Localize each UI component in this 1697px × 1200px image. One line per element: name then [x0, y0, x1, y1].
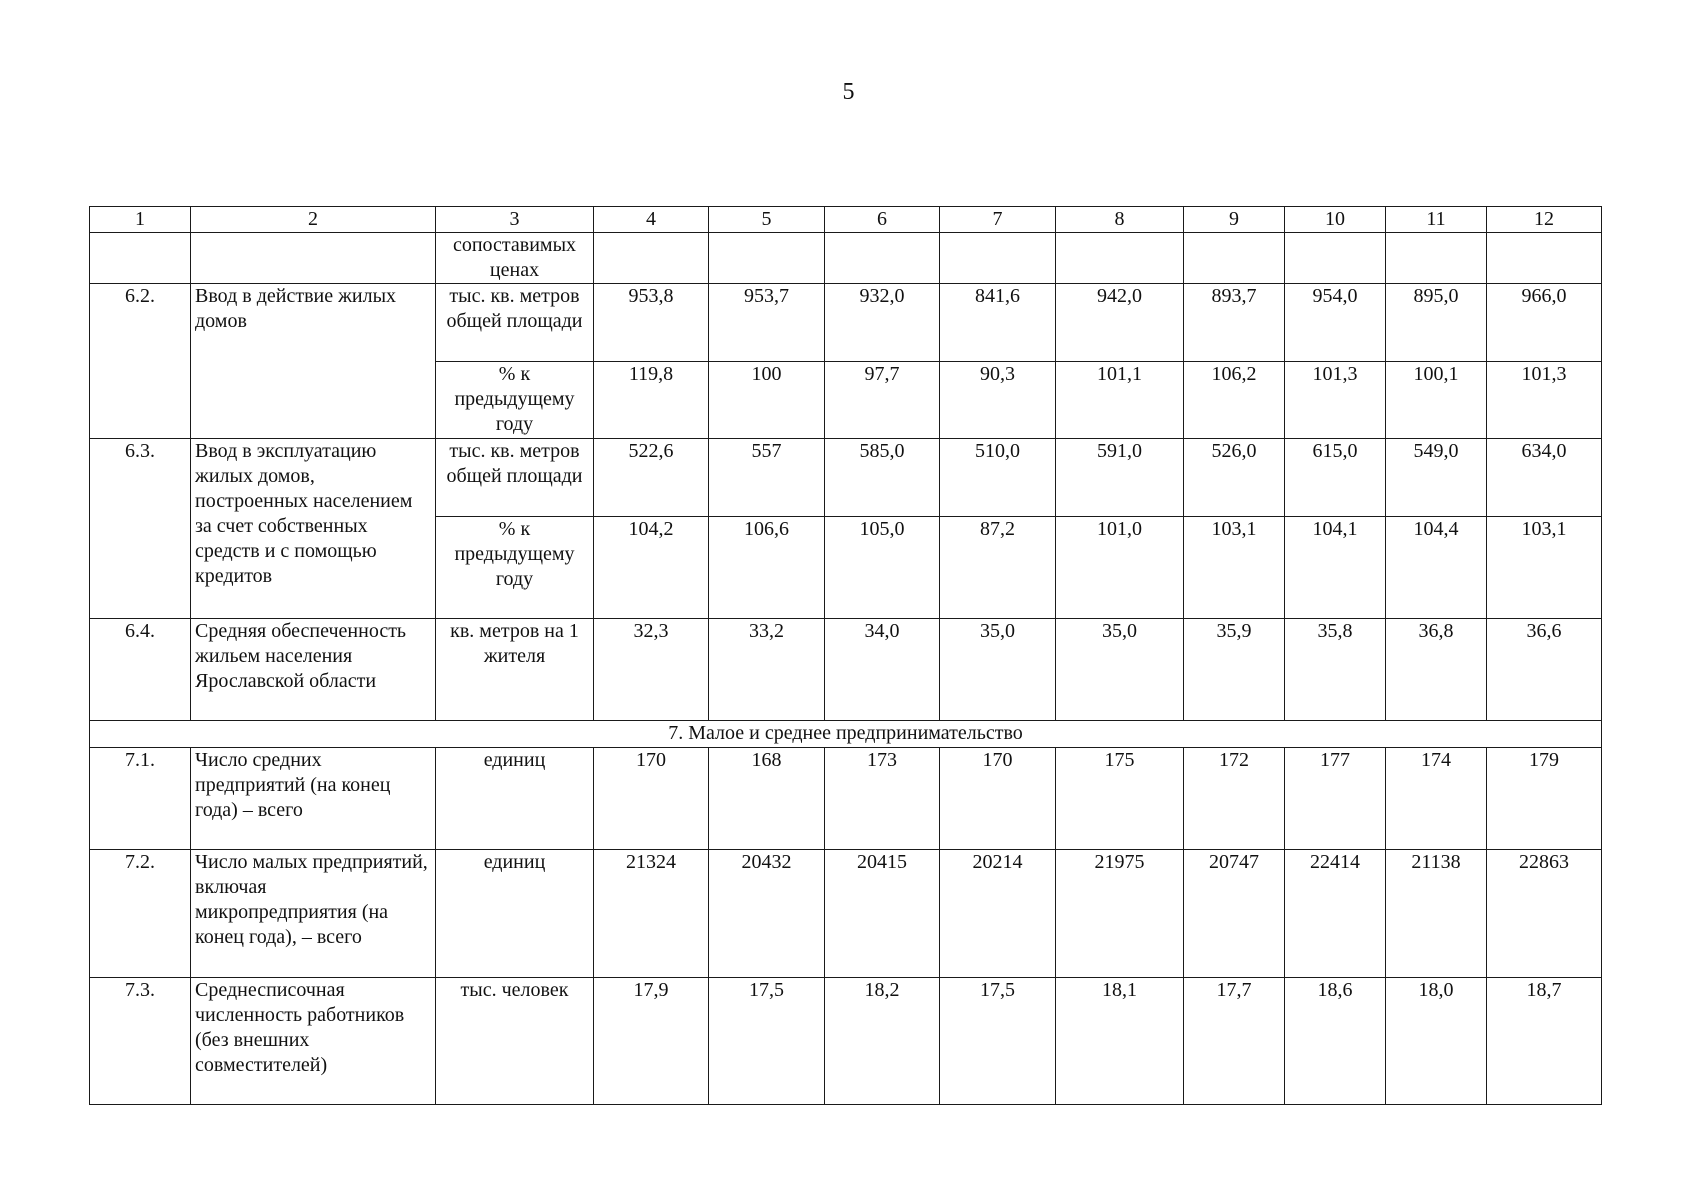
- row-unit: % к предыдущему году: [436, 517, 594, 619]
- col-header: 10: [1285, 207, 1386, 233]
- value-cell: 106,2: [1184, 362, 1285, 439]
- row-unit: сопоставимых ценах: [436, 233, 594, 284]
- value-cell: 177: [1285, 748, 1386, 850]
- value-cell: 22414: [1285, 850, 1386, 978]
- value-cell: 90,3: [940, 362, 1056, 439]
- value-cell: 168: [709, 748, 825, 850]
- col-header: 6: [825, 207, 940, 233]
- value-cell: 36,6: [1487, 619, 1602, 721]
- value-cell: 20214: [940, 850, 1056, 978]
- value-cell: 21324: [594, 850, 709, 978]
- row-number: 7.2.: [90, 850, 191, 978]
- value-cell: 953,8: [594, 284, 709, 362]
- value-cell: 101,3: [1285, 362, 1386, 439]
- value-cell: 18,6: [1285, 978, 1386, 1105]
- value-cell: 104,4: [1386, 517, 1487, 619]
- value-cell: 21975: [1056, 850, 1184, 978]
- value-cell: 966,0: [1487, 284, 1602, 362]
- value-cell: 101,3: [1487, 362, 1602, 439]
- value-cell: 954,0: [1285, 284, 1386, 362]
- value-cell: 18,7: [1487, 978, 1602, 1105]
- value-cell: 36,8: [1386, 619, 1487, 721]
- value-cell: 18,0: [1386, 978, 1487, 1105]
- table-row: [90, 439, 1602, 517]
- row-unit: единиц: [436, 850, 594, 978]
- value-cell: 105,0: [825, 517, 940, 619]
- value-cell: [1386, 233, 1487, 284]
- value-cell: [594, 233, 709, 284]
- value-cell: 170: [594, 748, 709, 850]
- value-cell: 172: [1184, 748, 1285, 850]
- col-header: 4: [594, 207, 709, 233]
- value-cell: 103,1: [1184, 517, 1285, 619]
- row-unit: тыс. кв. метров общей площади: [436, 439, 594, 517]
- value-cell: [940, 233, 1056, 284]
- column-number-row: [90, 207, 1602, 233]
- value-cell: 97,7: [825, 362, 940, 439]
- section-title: 7. Малое и среднее предпринимательство: [90, 721, 1602, 748]
- row-name: Ввод в действие жилых домов: [191, 284, 436, 439]
- row-name: Средняя обеспеченность жильем населения Ярославской области: [191, 619, 436, 721]
- row-unit: кв. метров на 1 жителя: [436, 619, 594, 721]
- value-cell: [1184, 233, 1285, 284]
- value-cell: 21138: [1386, 850, 1487, 978]
- value-cell: 103,1: [1487, 517, 1602, 619]
- value-cell: 953,7: [709, 284, 825, 362]
- value-cell: 119,8: [594, 362, 709, 439]
- value-cell: 32,3: [594, 619, 709, 721]
- col-header: 1: [90, 207, 191, 233]
- col-header: 3: [436, 207, 594, 233]
- value-cell: 175: [1056, 748, 1184, 850]
- value-cell: [825, 233, 940, 284]
- table-row: [90, 850, 1602, 978]
- value-cell: 585,0: [825, 439, 940, 517]
- value-cell: 634,0: [1487, 439, 1602, 517]
- value-cell: 34,0: [825, 619, 940, 721]
- row-number: 7.3.: [90, 978, 191, 1105]
- value-cell: 35,0: [940, 619, 1056, 721]
- value-cell: 35,9: [1184, 619, 1285, 721]
- value-cell: 20747: [1184, 850, 1285, 978]
- value-cell: [709, 233, 825, 284]
- row-name: Число средних предприятий (на конец года) – всего: [191, 748, 436, 850]
- row-name: Число малых предприятий, включая микропредприятия (на конец года), – всего: [191, 850, 436, 978]
- value-cell: 18,1: [1056, 978, 1184, 1105]
- value-cell: 17,5: [940, 978, 1056, 1105]
- value-cell: 17,9: [594, 978, 709, 1105]
- table-row: [90, 619, 1602, 721]
- value-cell: 893,7: [1184, 284, 1285, 362]
- value-cell: 841,6: [940, 284, 1056, 362]
- value-cell: 101,0: [1056, 517, 1184, 619]
- col-header: 12: [1487, 207, 1602, 233]
- value-cell: 17,5: [709, 978, 825, 1105]
- value-cell: 104,2: [594, 517, 709, 619]
- value-cell: 173: [825, 748, 940, 850]
- value-cell: [1056, 233, 1184, 284]
- value-cell: 591,0: [1056, 439, 1184, 517]
- row-number: 7.1.: [90, 748, 191, 850]
- value-cell: 615,0: [1285, 439, 1386, 517]
- row-unit: единиц: [436, 748, 594, 850]
- value-cell: 557: [709, 439, 825, 517]
- row-name: Ввод в эксплуатацию жилых домов, построенных населением за счет собственных средств и с помощью кредитов: [191, 439, 436, 619]
- row-number: 6.4.: [90, 619, 191, 721]
- row-unit: тыс. человек: [436, 978, 594, 1105]
- row-number: [90, 233, 191, 284]
- value-cell: [1285, 233, 1386, 284]
- value-cell: 35,8: [1285, 619, 1386, 721]
- table-row: [90, 233, 1602, 284]
- indicators-table: [89, 206, 1602, 1105]
- value-cell: 33,2: [709, 619, 825, 721]
- table-row: [90, 284, 1602, 362]
- value-cell: 22863: [1487, 850, 1602, 978]
- value-cell: 100: [709, 362, 825, 439]
- value-cell: 174: [1386, 748, 1487, 850]
- value-cell: 526,0: [1184, 439, 1285, 517]
- value-cell: 510,0: [940, 439, 1056, 517]
- row-number: 6.2.: [90, 284, 191, 439]
- col-header: 2: [191, 207, 436, 233]
- section-row: [90, 721, 1602, 748]
- value-cell: 942,0: [1056, 284, 1184, 362]
- value-cell: 20432: [709, 850, 825, 978]
- row-unit: % к предыдущему году: [436, 362, 594, 439]
- col-header: 5: [709, 207, 825, 233]
- value-cell: 549,0: [1386, 439, 1487, 517]
- value-cell: 104,1: [1285, 517, 1386, 619]
- col-header: 7: [940, 207, 1056, 233]
- value-cell: 522,6: [594, 439, 709, 517]
- value-cell: 179: [1487, 748, 1602, 850]
- table-row: [90, 748, 1602, 850]
- value-cell: 101,1: [1056, 362, 1184, 439]
- row-unit: тыс. кв. метров общей площади: [436, 284, 594, 362]
- value-cell: 106,6: [709, 517, 825, 619]
- value-cell: [1487, 233, 1602, 284]
- value-cell: 170: [940, 748, 1056, 850]
- page-number: 5: [842, 79, 855, 105]
- col-header: 11: [1386, 207, 1487, 233]
- table-row: [90, 978, 1602, 1105]
- col-header: 9: [1184, 207, 1285, 233]
- value-cell: 100,1: [1386, 362, 1487, 439]
- value-cell: 17,7: [1184, 978, 1285, 1105]
- value-cell: 35,0: [1056, 619, 1184, 721]
- value-cell: 932,0: [825, 284, 940, 362]
- value-cell: 18,2: [825, 978, 940, 1105]
- col-header: 8: [1056, 207, 1184, 233]
- value-cell: 20415: [825, 850, 940, 978]
- value-cell: 895,0: [1386, 284, 1487, 362]
- row-name: [191, 233, 436, 284]
- row-number: 6.3.: [90, 439, 191, 619]
- row-name: Среднесписочная численность работников (без внешних совместителей): [191, 978, 436, 1105]
- value-cell: 87,2: [940, 517, 1056, 619]
